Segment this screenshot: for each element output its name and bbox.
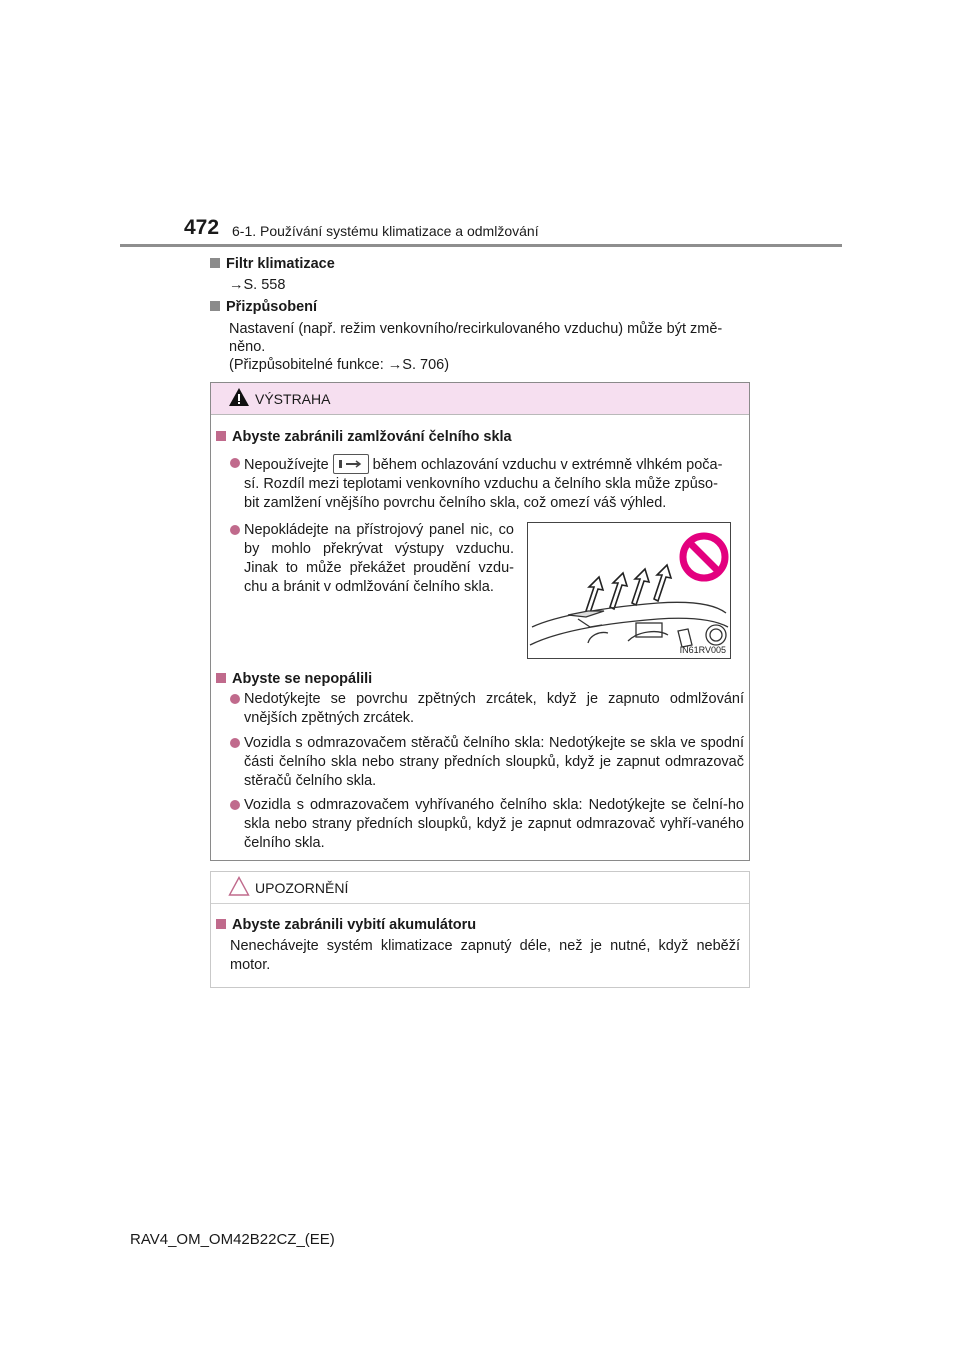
warning-sub1-bullet1: Nepoužívejte během ochlazování vzduchu v extrémně vlhkém poča- sí. Rozdíl mezi teplotami venkovního vzduchu a čelního skla může způso- bit zamlžení vnějšího povrchu čelního skla, což omezí váš výhled. <box>230 454 744 513</box>
caution-label: UPOZORNĚNÍ <box>255 880 349 896</box>
caution-header <box>211 872 749 904</box>
customization-text-3: (Přizpůsobitelné funkce: →S. 706) <box>229 357 450 373</box>
page-number: 472 <box>184 216 220 239</box>
square-bullet-icon <box>216 431 226 441</box>
caution-box <box>210 871 750 988</box>
customization-text-2: něno. <box>229 339 266 355</box>
dashboard-vents-illustration <box>528 523 730 658</box>
customization-text-1: Nastavení (např. režim venkovního/recirkulovaného vzduchu) může být změ- <box>229 321 723 337</box>
round-bullet-icon <box>230 738 240 748</box>
dashboard-illustration <box>527 522 731 659</box>
round-bullet-icon <box>230 694 240 704</box>
illustration-code: IN61RV005 <box>679 645 726 655</box>
caution-sub1-text: Nenechávejte systém klimatizace zapnutý déle, než je nutné, když neběží motor. <box>230 938 740 973</box>
warning-header <box>211 383 749 415</box>
caution-sub1-title: Abyste zabránili vybití akumulátoru <box>216 916 476 935</box>
round-bullet-icon <box>230 800 240 810</box>
caution-triangle-icon <box>228 876 250 896</box>
warning-sub1-bullet2: Nepokládejte na přístrojový panel nic, co by mohlo překrývat výstupy vzduchu. Jinak to může překážet proudění vzdu-chu a bránit v odmlžování čelního skla. <box>230 521 514 597</box>
header-divider <box>120 244 842 247</box>
warning-label: VÝSTRAHA <box>255 391 331 407</box>
filter-page-ref: →S. 558 <box>229 277 286 293</box>
section-filter-title: Filtr klimatizace <box>210 255 750 274</box>
square-bullet-icon <box>210 258 220 268</box>
warning-sub1-title: Abyste zabránili zamlžování čelního skla <box>216 428 512 447</box>
warning-triangle-icon <box>228 387 250 407</box>
square-bullet-icon <box>216 673 226 683</box>
section-customization-title: Přizpůsobení <box>210 298 750 317</box>
recirculation-button-icon <box>333 454 369 474</box>
document-code: RAV4_OM_OM42B22CZ_(EE) <box>130 1231 335 1248</box>
round-bullet-icon <box>230 458 240 468</box>
warning-sub2-bullet1: Nedotýkejte se povrchu zpětných zrcátek, když je zapnuto odmlžování vnějších zpětných zrcátek. <box>230 690 744 728</box>
warning-sub2-title: Abyste se nepopálili <box>216 670 372 689</box>
chapter-title: 6-1. Používání systému klimatizace a odmlžování <box>232 223 539 239</box>
square-bullet-icon <box>216 919 226 929</box>
warning-sub2-bullet3: Vozidla s odmrazovačem vyhřívaného čelního skla: Nedotýkejte se čelní-ho skla nebo strany předních sloupků, když je zapnut odmrazovač vyhří-vaného čelního skla. <box>230 796 744 853</box>
warning-sub2-bullet2: Vozidla s odmrazovačem stěračů čelního skla: Nedotýkejte se skla ve spodní části čelního skla nebo strany předních sloupků, když je zapnut odmrazovač stěračů čelního skla. <box>230 734 744 791</box>
square-bullet-icon <box>210 301 220 311</box>
round-bullet-icon <box>230 525 240 535</box>
